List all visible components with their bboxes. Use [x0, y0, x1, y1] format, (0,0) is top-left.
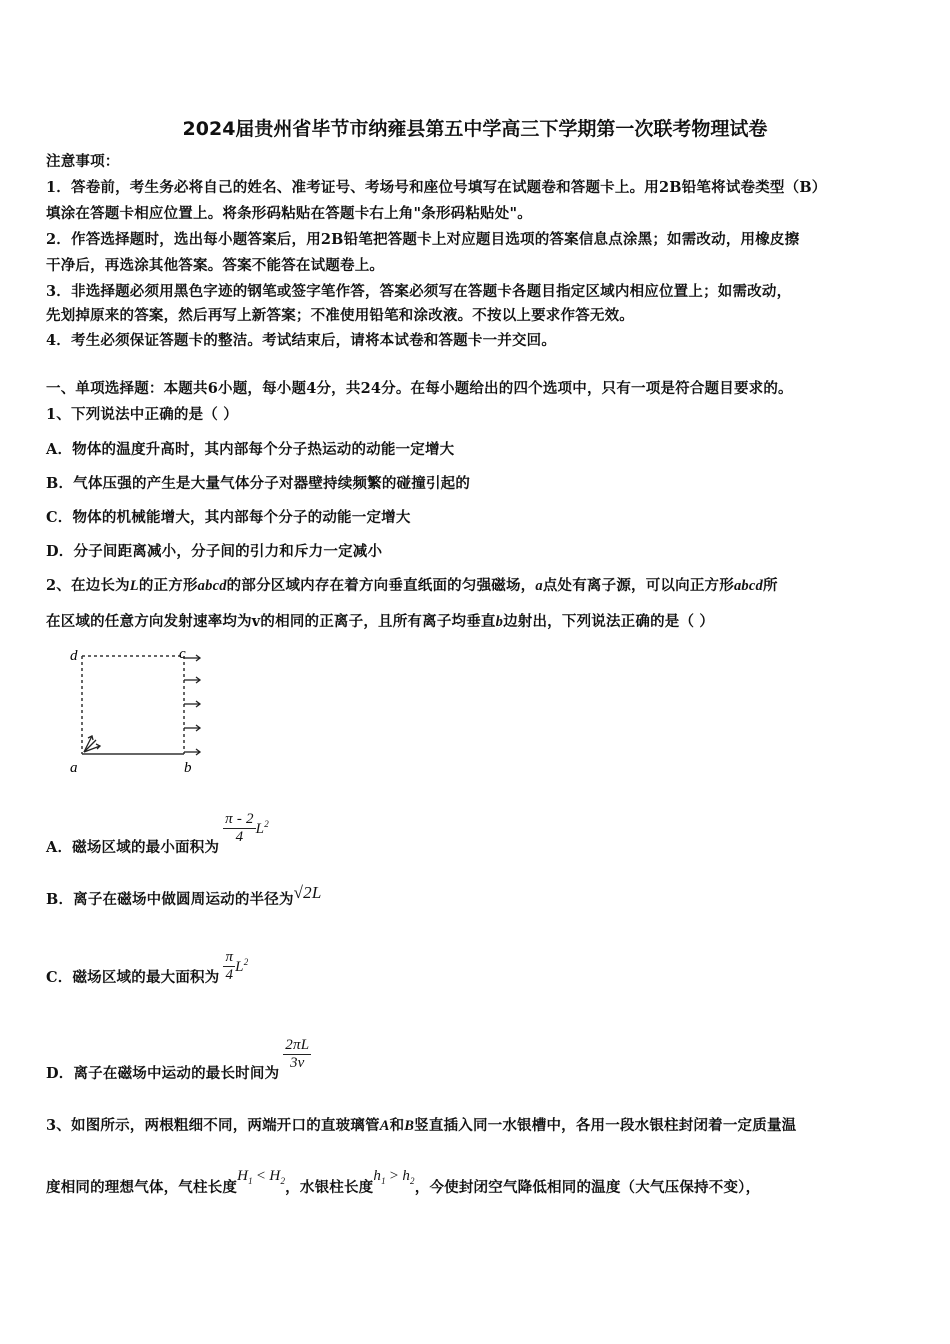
label-a: a: [70, 760, 78, 776]
denominator: 3v: [289, 1055, 305, 1071]
notice-heading: 注意事项：: [46, 153, 120, 170]
question-2-stem-line1: [46, 574, 778, 595]
question-2-stem-line2: [46, 610, 714, 631]
text-run: ，水银柱长度: [285, 1179, 374, 1196]
subscript: 2: [280, 1176, 286, 1186]
denominator: 4: [225, 967, 234, 983]
exit-arrows: [184, 655, 200, 755]
text-run: 3、如图所示，两根粗细不同，两端开口的直玻璃管: [46, 1117, 380, 1134]
q2-option-d: [46, 1026, 311, 1083]
label-c: c: [179, 646, 186, 662]
text-run: 点处有离子源，可以向正方形: [542, 577, 734, 594]
notice-line: 3．非选择题必须用黑色字迹的钢笔或签字笔作答，答案必须写在答题卡各题目指定区域内相应位置上；如需改动，: [46, 283, 792, 300]
math-h1-gt-h2: [373, 1168, 414, 1184]
math-run: h: [373, 1168, 382, 1184]
math-b: b: [495, 614, 504, 630]
label-d: d: [70, 648, 78, 664]
text-run: 2、在边长为: [46, 577, 130, 594]
magnetic-field-square-figure: [60, 640, 220, 780]
operator: >: [385, 1168, 403, 1184]
q2-option-c: [46, 946, 248, 987]
q1-option-b: B．气体压强的产生是大量气体分子对器壁持续频繁的碰撞引起的: [46, 475, 471, 492]
text-run: 的正方形: [138, 577, 198, 594]
source-arrows: [84, 736, 100, 752]
q1-option-d: D．分子间距离减小，分子间的引力和斥力一定减小: [46, 543, 383, 560]
math-run: H: [269, 1168, 281, 1184]
math-run: h: [402, 1168, 411, 1184]
notice-line: 4．考生必须保证答题卡的整洁。考试结束后，请将本试卷和答题卡一并交回。: [46, 332, 557, 349]
math-abcd: abcd: [733, 578, 763, 594]
fraction: [283, 1037, 311, 1072]
question-1-stem: 1、下列说法中正确的是（ ）: [46, 406, 238, 423]
denominator: 4: [235, 829, 244, 845]
q2-option-a: [46, 800, 269, 857]
notice-line: 干净后，再选涂其他答案。答案不能答在试题卷上。: [46, 257, 385, 274]
section-heading: 一、单项选择题：本题共6小题，每小题4分，共24分。在每小题给出的四个选项中，只有一项是符合题目要求的。: [46, 380, 793, 397]
option-text: C．磁场区域的最大面积为: [46, 969, 220, 986]
text-run: 边射出，下列说法正确的是（ ）: [503, 613, 715, 630]
exponent: 2: [243, 957, 249, 967]
math-H1-lt-H2: [237, 1168, 285, 1184]
notice-line: 2．作答选择题时，选出每小题答案后，用2B铅笔把答题卡上对应题目选项的答案信息点涂黑；如需改动，用橡皮擦: [46, 231, 800, 248]
math-B: B: [404, 1118, 415, 1134]
fraction: [223, 811, 256, 846]
math-a: a: [535, 578, 543, 594]
math-run: H: [237, 1168, 249, 1184]
text-run: 所: [762, 577, 778, 594]
option-text: A．磁场区域的最小面积为: [46, 839, 220, 856]
numerator: π: [225, 949, 234, 965]
subscript: 2: [410, 1176, 415, 1186]
math-L: L: [255, 821, 265, 837]
question-3-stem-line1: [46, 1114, 796, 1135]
page-title: 2024届贵州省毕节市纳雍县第五中学高三下学期第一次联考物理试卷: [182, 118, 768, 140]
math-sqrt2L: √2L: [293, 883, 322, 902]
math-A: A: [379, 1118, 390, 1134]
notice-line: 1．答卷前，考生务必将自己的姓名、准考证号、考场号和座位号填写在试题卷和答题卡上。用2B铅笔将试卷类型（B）: [46, 179, 827, 196]
subscript: 1: [381, 1176, 386, 1186]
math-L: L: [129, 578, 139, 594]
option-text: D．离子在磁场中运动的最长时间为: [46, 1065, 280, 1082]
q1-option-c: C．物体的机械能增大，其内部每个分子的动能一定增大: [46, 509, 411, 526]
exponent: 2: [264, 819, 269, 829]
text-run: 和: [389, 1117, 405, 1134]
math-L: L: [235, 959, 244, 975]
text-run: ，今使封闭空气降低相同的温度（大气压保持不变），: [414, 1179, 761, 1196]
text-run: 的部分区域内存在着方向垂直纸面的匀强磁场，: [226, 577, 536, 594]
numerator: 2πL: [285, 1037, 310, 1053]
question-3-stem-line2: [46, 1164, 761, 1196]
math-abcd: abcd: [197, 578, 227, 594]
notice-line: 填涂在答题卡相应位置上。将条形码粘贴在答题卡右上角"条形码粘贴处"。: [46, 205, 532, 222]
q2-option-b: [46, 883, 322, 909]
notice-line: 先划掉原来的答案，然后再写上新答案；不准使用铅笔和涂改液。不按以上要求作答无效。: [46, 307, 634, 324]
text-run: 度相同的理想气体，气柱长度: [46, 1179, 238, 1196]
text-run: 在区域的任意方向发射速率均为v的相同的正离子，且所有离子均垂直: [46, 613, 496, 630]
option-text: B．离子在磁场中做圆周运动的半径为: [46, 891, 294, 908]
operator: <: [252, 1168, 270, 1184]
subscript: 1: [248, 1176, 253, 1186]
numerator: π - 2: [225, 811, 254, 827]
label-b: b: [184, 760, 192, 776]
text-run: 竖直插入同一水银槽中，各用一段水银柱封闭着一定质量温: [414, 1117, 797, 1134]
fraction: [223, 949, 235, 984]
q1-option-a: A．物体的温度升高时，其内部每个分子热运动的动能一定增大: [46, 441, 455, 458]
